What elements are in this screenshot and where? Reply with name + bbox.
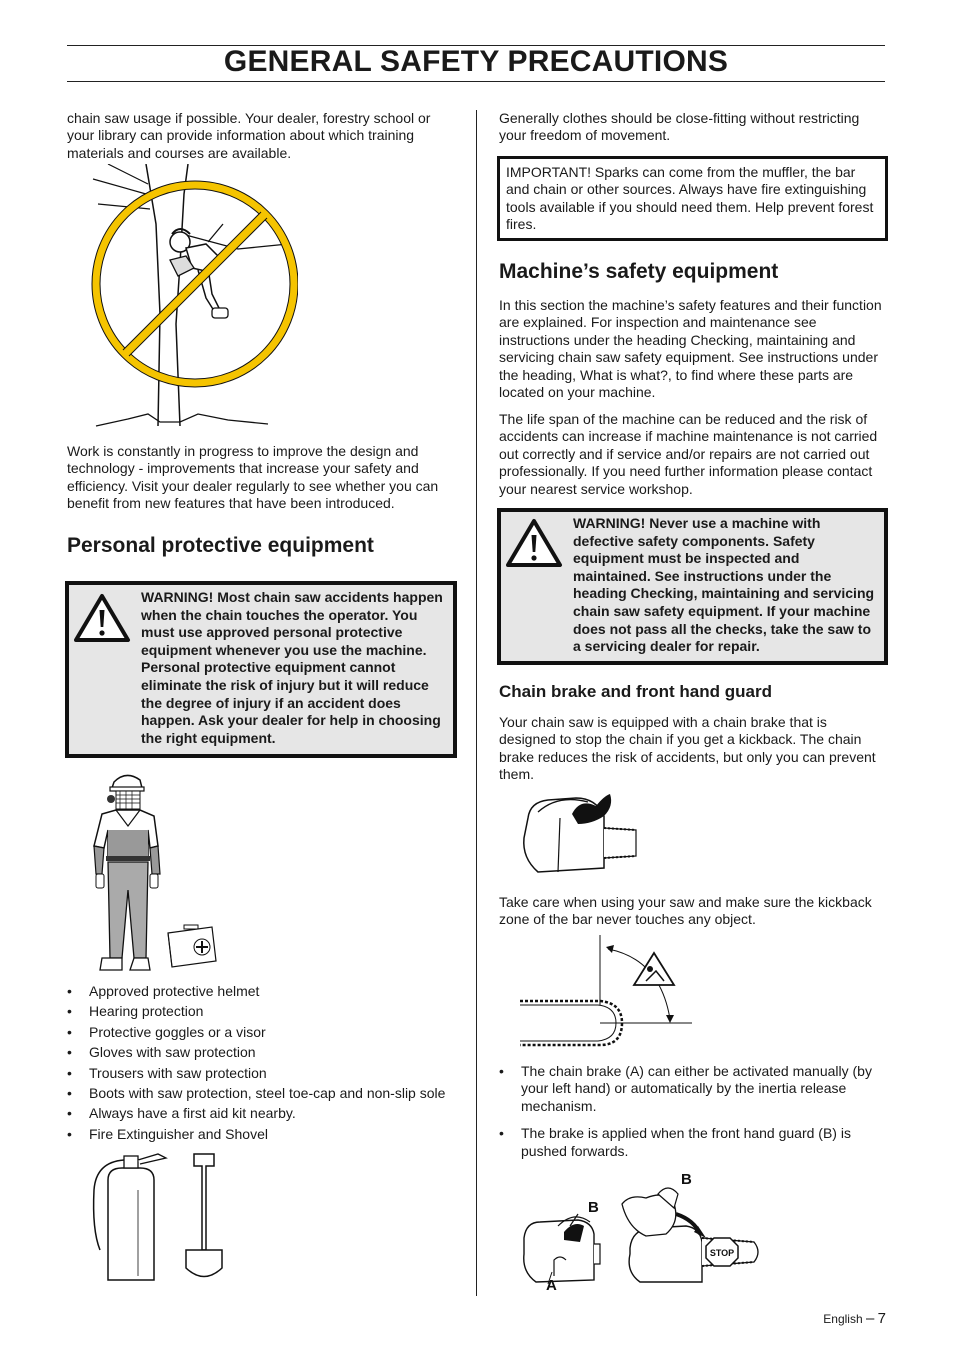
label-a: A (546, 1277, 557, 1294)
kickback-zone-diagram (520, 935, 695, 1055)
label-b-left: B (588, 1199, 599, 1216)
list-item: • Protective goggles or a visor (67, 1024, 467, 1041)
intro-text: chain saw usage if possible. Your dealer, forestry school or your library can provide information about which training materials and courses are available. (67, 110, 431, 161)
machine-safety-text-1: In this section the machine’s safety features and their function are explained. For inspection and maintenance see instructions under the heading Checking, maintaining and servicing chain saw safety equipment. See instructions under the heading, What is what?, to find where these parts are located on your machine. (499, 297, 882, 401)
column-divider (476, 110, 477, 1296)
chain-brake-illustration (518, 788, 638, 880)
ppe-heading: Personal protective equipment (67, 534, 374, 557)
chain-brake-heading: Chain brake and front hand guard (499, 682, 772, 701)
page-title: GENERAL SAFETY PRECAUTIONS (223, 45, 729, 78)
list-item: • Fire Extinguisher and Shovel (67, 1126, 467, 1143)
list-item: • Trousers with saw protection (67, 1065, 467, 1082)
list-item: • Boots with saw protection, steel toe-cap and non-slip sole (67, 1085, 467, 1102)
important-box (497, 156, 888, 241)
footer-language: English (823, 1312, 863, 1326)
warning-triangle-icon (73, 593, 131, 643)
stop-sign-label: STOP (709, 1248, 735, 1258)
chain-brake-text-1: Your chain saw is equipped with a chain brake that is designed to stop the chain if you get a kickback. The chain brake reduces the risk of accidents, but only you can prevent them. (499, 714, 876, 783)
chain-brake-text-2: Take care when using your saw and make sure the kickback zone of the bar never touches any object. (499, 894, 872, 928)
warning-triangle-icon (505, 518, 563, 568)
improvements-text: Work is constantly in progress to improve the design and technology - improvements that increase your safety and efficiency. Visit your dealer regularly to see whether you can benefit from new features that have been introduced. (67, 443, 439, 512)
ppe-warning-text: WARNING! Most chain saw accidents happen when the chain touches the operator. You must use approved personal protective equipment whenever you use the machine. Personal protective equipment cannot eliminate the risk of injury but it will reduce the degree of injury if an accident does happen. Ask your dealer for help in choosing the right equipment. (141, 589, 443, 746)
machine-safety-text-2: The life span of the machine can be reduced and the risk of accidents can increase if machine maintenance is not carried out correctly and if service and/or repairs are not carried out professionally. If you need further information please contact your nearest service workshop. (499, 411, 878, 497)
important-text: IMPORTANT! Sparks can come from the muffler, the bar and chain or other sources. Always have fire extinguishing tools available if you should need them. Help prevent forest fires. (506, 164, 874, 233)
no-tree-climbing-illustration (88, 164, 298, 430)
list-item: • Approved protective helmet (67, 983, 467, 1000)
extinguisher-and-shovel-illustration (88, 1150, 233, 1285)
ppe-list (67, 983, 467, 1143)
list-item: • Always have a first aid kit nearby. (67, 1105, 467, 1122)
ppe-warning-box (65, 581, 457, 758)
machine-safety-heading: Machine’s safety equipment (499, 260, 779, 283)
page-footer (823, 1310, 886, 1327)
machine-warning-box (497, 508, 888, 665)
clothes-text: Generally clothes should be close-fitting without restricting your freedom of movement. (499, 110, 860, 144)
list-item: • Gloves with saw protection (67, 1044, 467, 1061)
list-item: • The brake is applied when the front hand guard (B) is pushed forwards. (499, 1125, 887, 1160)
chain-brake-list (499, 1063, 887, 1160)
list-item: • Hearing protection (67, 1003, 467, 1020)
page-number: 7 (877, 1310, 886, 1327)
machine-warning-text: WARNING! Never use a machine with defective safety components. Safety equipment must be inspected and maintained. See instructions under the heading Checking, maintaining and servicing chain saw safety equipment. If your machine does not pass all the checks, take the saw to a servicing dealer for repair. (573, 515, 875, 655)
header-bottom-rule (67, 81, 885, 82)
protective-equipment-illustration (88, 770, 223, 975)
list-item: • The chain brake (A) can either be activated manually (by your left hand) or automatically by the inertia release mechanism. (499, 1063, 887, 1115)
label-b-right: B (681, 1171, 692, 1188)
hand-guard-illustration (518, 1164, 768, 1294)
footer-dash: – (865, 1310, 875, 1327)
